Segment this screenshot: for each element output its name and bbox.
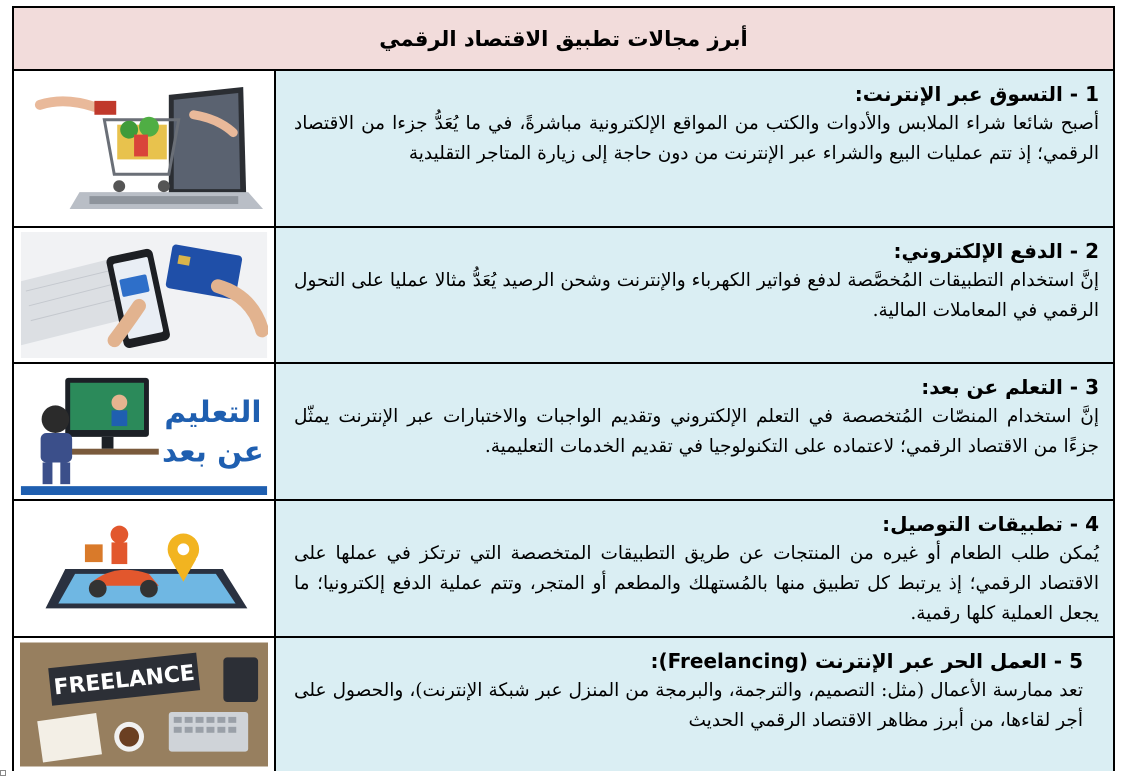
- row-title-text: تطبيقات التوصيل:: [882, 512, 1063, 536]
- table-row: [14, 228, 1113, 364]
- table-row: [14, 501, 1113, 638]
- row-image-cell: [14, 71, 276, 226]
- row-number: 4: [1085, 512, 1099, 536]
- table-title: أبرز مجالات تطبيق الاقتصاد الرقمي: [379, 26, 748, 51]
- row-title-text: التعلم عن بعد:: [921, 375, 1063, 399]
- row-number: 3: [1085, 375, 1099, 399]
- areas-table: [12, 6, 1115, 771]
- row-number: 2: [1085, 239, 1099, 263]
- table-resize-handle[interactable]: [0, 770, 6, 776]
- image-caption-line2: عن بعد: [162, 434, 264, 469]
- row-title: 5 - العمل الحر عبر الإنترنت (Freelancing):: [650, 649, 1083, 673]
- row-text-cell: [276, 228, 1113, 362]
- row-body: أصبح شائعا شراء الملابس والأدوات والكتب من المواقع الإلكترونية مباشرةً، في ما يُعَدُّ جزءا من الاقتصاد الرقمي؛ إذ تتم عمليات البيع والشراء عبر الإنترنت من دون حاجة إلى زيارة المتاجر التقليدية: [294, 113, 1099, 164]
- table-row: [14, 71, 1113, 228]
- row-body: تعد ممارسة الأعمال (مثل: التصميم، والترجمة، والبرمجة من المنزل عبر شبكة الإنترنت)، والحصول على أجر لقاءها، من أبرز مظاهر الاقتصاد الرقمي الحديث: [294, 680, 1083, 731]
- row-image-cell: [14, 364, 276, 499]
- distance-learning-image: [20, 368, 268, 495]
- row-body: إنَّ استخدام المنصّات المُتخصصة في التعلم الإلكتروني وتقديم الواجبات والاختبارات عبر الإنترنت يمثّل جزءًا من الاقتصاد الرقمي؛ لاعتماده على التكنولوجيا في تقديم الخدمات التعليمية.: [294, 406, 1099, 457]
- freelance-desk-image: [20, 642, 268, 767]
- table-header: [14, 8, 1113, 71]
- row-number: 1: [1085, 82, 1099, 106]
- row-body: إنَّ استخدام التطبيقات المُخصَّصة لدفع فواتير الكهرباء والإنترنت وشحن الرصيد يُعَدُّ مثالا عمليا على التحول الرقمي في المعاملات المالية.: [294, 270, 1099, 321]
- row-text-cell: [276, 71, 1113, 226]
- row-number: 5: [1069, 649, 1083, 673]
- row-image-cell: [14, 228, 276, 362]
- delivery-scooter-phone-image: [20, 505, 268, 632]
- row-body: يُمكن طلب الطعام أو غيره من المنتجات عن طريق التطبيقات المتخصصة التي ترتكز في عملها على الاقتصاد الرقمي؛ إذ يرتبط كل تطبيق منها بالمُستهلك والمطعم أو المتجر، وتتم عملية الدفع إلكترونيا؛ ما يجعل العملية كلها رقمية.: [294, 543, 1099, 624]
- row-title: 2 - الدفع الإلكتروني:: [893, 239, 1099, 263]
- row-title: 4 - تطبيقات التوصيل:: [882, 512, 1099, 536]
- image-caption-line1: التعليم: [164, 395, 262, 430]
- row-title-text: الدفع الإلكتروني:: [893, 239, 1063, 263]
- row-title: 1 - التسوق عبر الإنترنت:: [854, 82, 1099, 106]
- row-image-cell: [14, 638, 276, 771]
- mobile-payment-card-image: [20, 232, 268, 358]
- table-row: [14, 638, 1113, 771]
- row-text-cell: [276, 638, 1113, 771]
- row-text-cell: [276, 501, 1113, 636]
- table-row: [14, 364, 1113, 501]
- online-shopping-laptop-cart-image: [20, 75, 268, 222]
- row-title-text: العمل الحر عبر الإنترنت (Freelancing):: [650, 649, 1047, 673]
- row-title-text: التسوق عبر الإنترنت:: [854, 82, 1063, 106]
- row-text-cell: [276, 364, 1113, 499]
- row-image-cell: [14, 501, 276, 636]
- row-title: 3 - التعلم عن بعد:: [921, 375, 1099, 399]
- image-caption: FREELANCE: [52, 660, 196, 701]
